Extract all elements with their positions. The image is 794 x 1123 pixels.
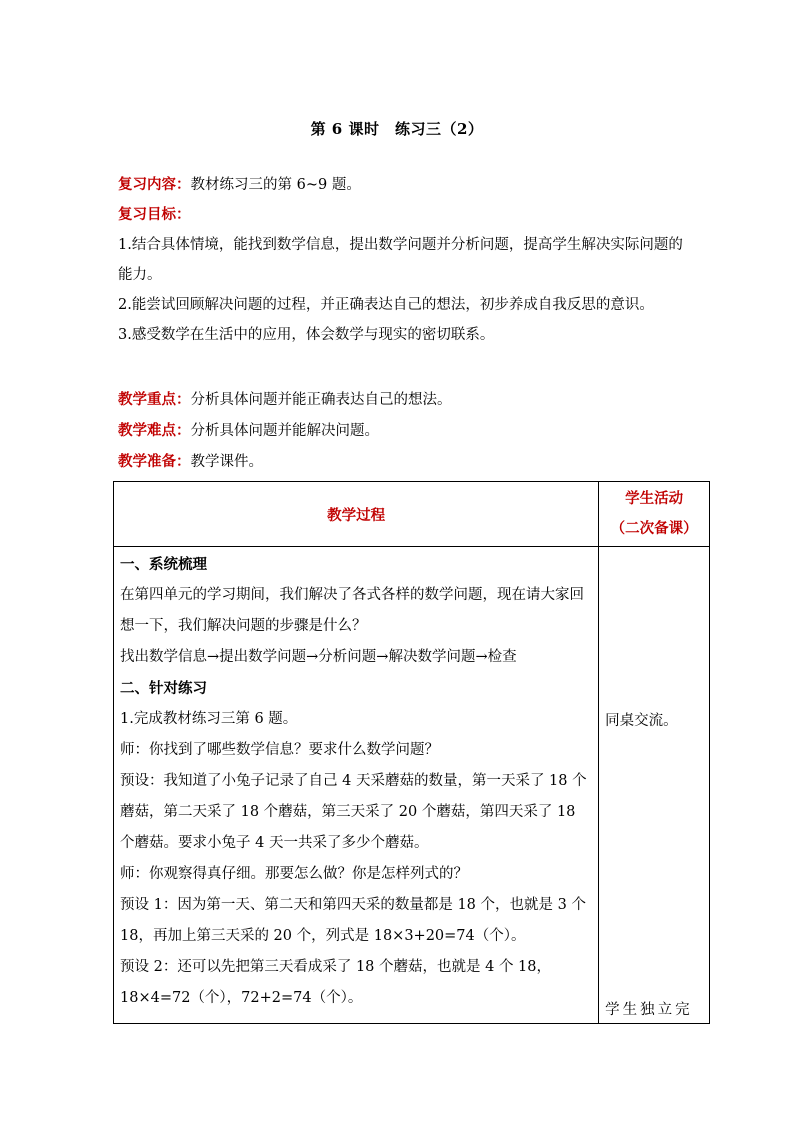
student-activity-cell [599,547,710,1024]
side-note-pair-discussion: 同桌交流。 [605,713,678,729]
difficulties-label: 教学难点： [118,422,191,439]
review-content-label: 复习内容： [118,176,191,193]
review-goal-item: 2.能尝试回顾解决问题的过程，并正确表达自己的想法，初步养成自我反思的意识。 [118,297,654,313]
teaching-process-cell [114,547,599,1024]
teacher-question-1: 师：你找到了哪些数学信息？要求什么数学问题？ [120,742,439,758]
table-header-row [114,482,710,547]
review-goals-heading [118,200,688,230]
header-side-line1: 学生活动 [625,490,684,507]
page-title: 第 6 课时 练习三（2） [310,120,484,138]
review-content-value: 教材练习三的第 6~9 题。 [190,177,361,193]
difficulties-value: 分析具体问题并能解决问题。 [190,423,379,439]
key-points [118,385,688,415]
header-teaching-process: 教学过程 [114,482,599,547]
review-goal-item: 1.结合具体情境，能找到数学信息，提出数学问题并分析问题，提高学生解决实际问题的能力。 [118,237,683,283]
review-goals-label: 复习目标： [118,206,191,223]
preset-answer-2: 预设 1：因为第一天、第二天和第四天采的数量都是 18 个，也就是 3 个 18，再加上第三天采的 20 个，列式是 18×3+20=74（个）。 [120,897,586,944]
section1-title: 一、系统梳理 [120,556,207,573]
header-side-line2: （二次备课） [610,520,698,537]
section2-title: 二、针对练习 [120,680,207,697]
lesson-table [113,481,710,1024]
review-goals-list [118,230,688,350]
review-goal-item: 3.感受数学在生活中的应用，体会数学与现实的密切联系。 [118,327,495,343]
preset-answer-3: 预设 2：还可以先把第三天看成采了 18 个蘑菇，也就是 4 个 18，18×4=72（个），72+2=74（个）。 [120,959,552,1006]
key-points-label: 教学重点： [118,391,191,408]
section1-steps: 找出数学信息→提出数学问题→分析问题→解决数学问题→检查 [120,649,517,665]
header-student-activity [599,482,710,547]
difficulties [118,416,688,446]
section1-text: 在第四单元的学习期间，我们解决了各式各样的数学问题，现在请大家回想一下，我们解决问题的步骤是什么？ [120,587,584,634]
side-note-independent: 学生独立完 [605,1002,693,1018]
preparation [118,447,688,477]
task1: 1.完成教材练习三第 6 题。 [120,711,298,727]
preset-answer-1: 预设：我知道了小兔子记录了自己 4 天采蘑菇的数量，第一天采了 18 个蘑菇，第二天采了 18 个蘑菇，第三天采了 20 个蘑菇，第四天采了 18 个蘑菇。要求小兔子 4 天一共采了多少个蘑菇。 [120,773,587,851]
table-body-row [114,547,710,1024]
review-content [118,170,688,200]
teacher-question-2: 师：你观察得真仔细。那要怎么做？你是怎样列式的？ [120,866,468,882]
preparation-label: 教学准备： [118,453,191,470]
preparation-value: 教学课件。 [190,454,263,470]
key-points-value: 分析具体问题并能正确表达自己的想法。 [190,392,452,408]
